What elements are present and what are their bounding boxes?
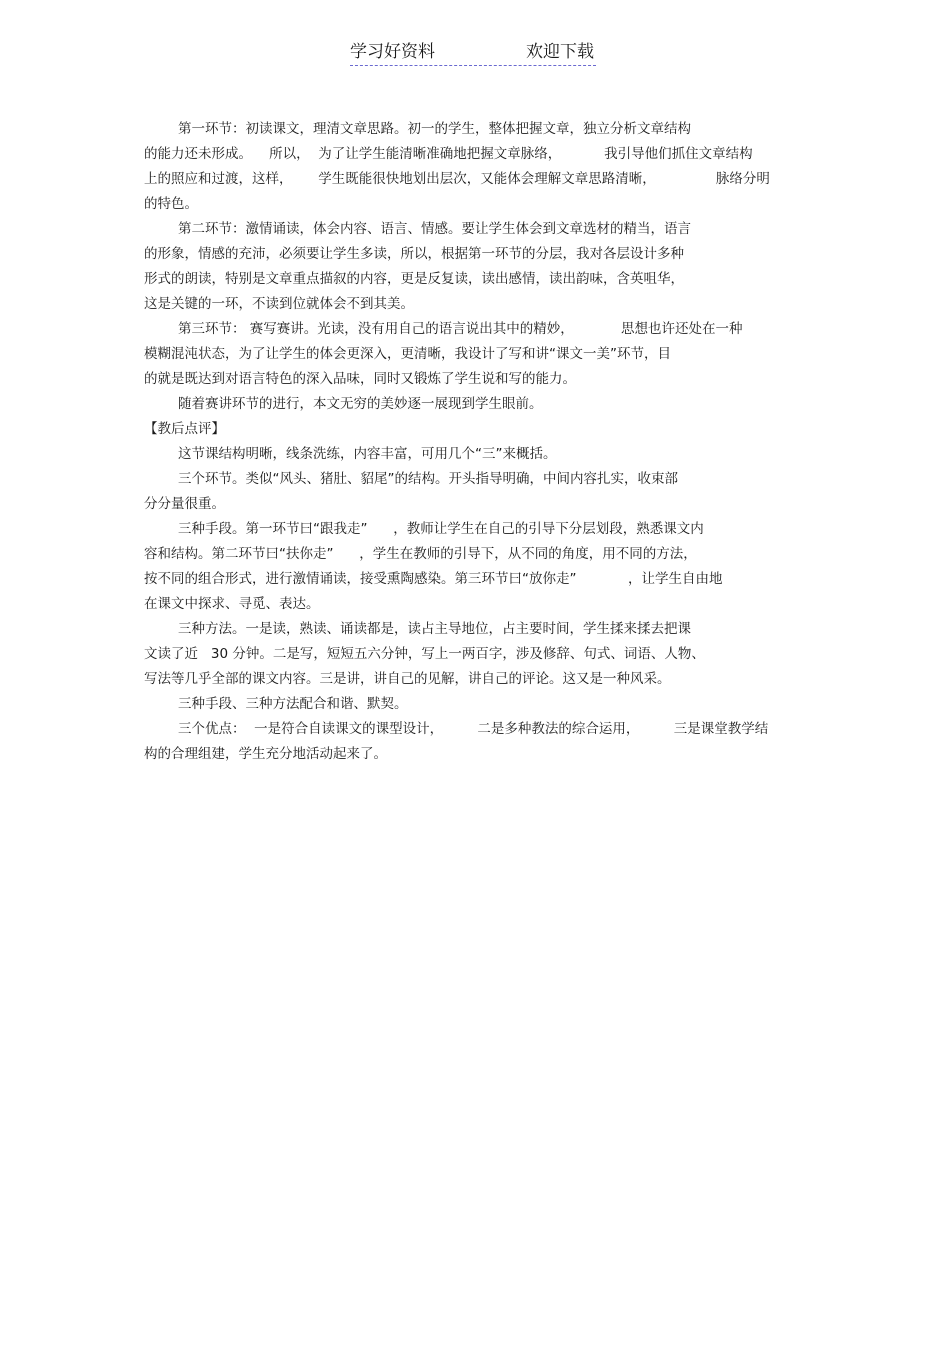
text-line: 上的照应和过渡，这样， 学生既能很快地划出层次，又能体会理解文章思路清晰， 脉络分明 bbox=[144, 171, 770, 187]
text-line: 三个环节。类似“风头、猪肚、貂尾”的结构。开头指导明确，中间内容扎实，收束部 bbox=[178, 471, 678, 487]
text-line: 第一环节：初读课文，理清文章思路。初一的学生，整体把握文章，独立分析文章结构 bbox=[178, 121, 691, 137]
text-line: 形式的朗读，特别是文章重点描叙的内容，更是反复读，读出感情，读出韵味，含英咀华， bbox=[144, 271, 684, 287]
text-line: 这是关键的一环，不读到位就体会不到其美。 bbox=[144, 296, 414, 312]
text-line: 三个优点： 一是符合自读课文的课型设计， 二是多种教法的综合运用， 三是课堂教学结 bbox=[178, 721, 769, 737]
text-line: 的能力还未形成。 所以， 为了让学生能清晰准确地把握文章脉络， 我引导他们抓住文章结构 bbox=[144, 146, 753, 162]
text-line: 第二环节：激情诵读，体会内容、语言、情感。要让学生体会到文章选材的精当，语言 bbox=[178, 221, 691, 237]
page-header bbox=[350, 41, 596, 66]
header-right-text: 欢迎下载 bbox=[526, 42, 594, 62]
text-line: 随着赛讲环节的进行，本文无穷的美妙逐一展现到学生眼前。 bbox=[178, 396, 543, 412]
section-heading: 【教后点评】 bbox=[144, 421, 225, 437]
text-line: 构的合理组建，学生充分地活动起来了。 bbox=[144, 746, 387, 762]
text-line: 三种方法。一是读，熟读、诵读都是，读占主导地位，占主要时间，学生揉来揉去把课 bbox=[178, 621, 691, 637]
text-line: 的就是既达到对语言特色的深入品味，同时又锻炼了学生说和写的能力。 bbox=[144, 371, 576, 387]
text-line: 容和结构。第二环节曰“扶你走” ，学生在教师的引导下，从不同的角度，用不同的方法， bbox=[144, 546, 697, 562]
text-line: 三种手段、三种方法配合和谐、默契。 bbox=[178, 696, 408, 712]
text-line: 写法等几乎全部的课文内容。三是讲，讲自己的见解，讲自己的评论。这又是一种风采。 bbox=[144, 671, 671, 687]
text-line: 在课文中探求、寻觅、表达。 bbox=[144, 596, 320, 612]
text-line: 按不同的组合形式，进行激情诵读，接受熏陶感染。第三环节曰“放你走” ，让学生自由地 bbox=[144, 571, 723, 587]
text-line: 第三环节： 赛写赛讲。光读，没有用自己的语言说出其中的精妙， 思想也许还处在一种 bbox=[178, 321, 743, 337]
text-line: 三种手段。第一环节曰“跟我走” ，教师让学生在自己的引导下分层划段，熟悉课文内 bbox=[178, 521, 704, 537]
text-line: 文读了近 30 分钟。二是写，短短五六分钟，写上一两百字，涉及修辞、句式、词语、人物、 bbox=[144, 646, 705, 662]
text-line: 这节课结构明晰，线条洗练，内容丰富，可用几个“三”来概括。 bbox=[178, 446, 557, 462]
document-body bbox=[144, 117, 804, 767]
text-line: 的形象，情感的充沛，必须要让学生多读，所以，根据第一环节的分层，我对各层设计多种 bbox=[144, 246, 684, 262]
text-line: 分分量很重。 bbox=[144, 496, 225, 512]
text-line: 模糊混沌状态，为了让学生的体会更深入，更清晰，我设计了写和讲“课文一美”环节，目 bbox=[144, 346, 671, 362]
text-line: 的特色。 bbox=[144, 196, 198, 212]
header-left-text: 学习好资料 bbox=[350, 42, 435, 62]
